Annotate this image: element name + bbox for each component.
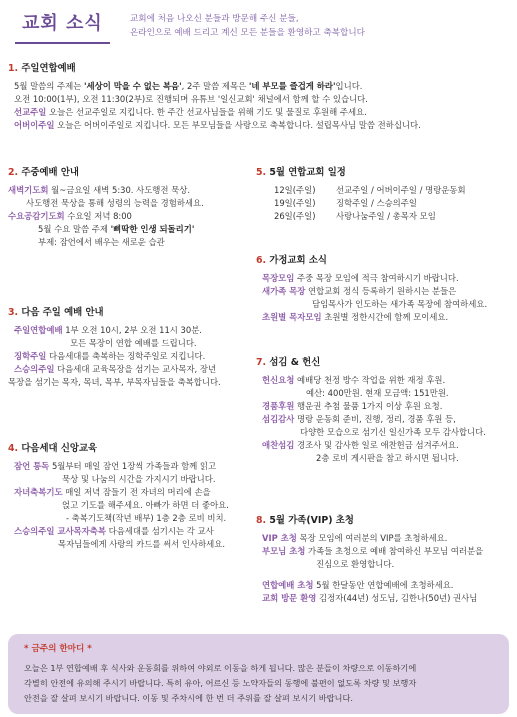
section-number: 3. [8, 307, 19, 318]
section-title-text: 주일연합예배 [21, 63, 76, 74]
text-line: 새벽기도회 월~금요일 새벽 5:30. 사도행전 묵상. [8, 184, 190, 195]
section-title-text: 섬김 & 헌신 [269, 357, 321, 368]
text-line: 애찬섬김 경조사 및 감사한 일로 애찬헌금 섬겨주셔요. [262, 439, 459, 450]
text-line: 각별히 안전에 유의해 주시기 바랍니다. 특히 유아, 어르신 등 노약자들의 동행에 불편이 없도록 차량 및 보행자 [24, 678, 417, 689]
schedule-row: 19일(주일) 징학주일 / 스승의주일 [274, 197, 417, 208]
section-number: 1. [8, 63, 19, 74]
weekly-message-body [24, 661, 502, 707]
text-line: 안전을 잘 살펴 보시기 바랍니다. 이동 및 주차시에 한 번 더 주위를 잘 살펴 보시기 바랍니다. [24, 693, 353, 704]
text-line: 담임목사가 인도하는 새가족 목장에 참여하세요. [312, 298, 488, 309]
text-line: 자녀축복기도 매일 저녁 잠들기 전 자녀의 머리에 손을 [14, 486, 211, 497]
text-line: 교회 방문 환영 김정자(44년) 성도님, 김한나(50년) 권사님 [262, 592, 478, 603]
welcome-line: 온라인으로 예배 드리고 계신 모든 분들을 환영하고 축복합니다 [130, 27, 365, 38]
section-title-text: 다음세대 신앙교육 [21, 443, 98, 454]
section-next-generation [8, 442, 253, 551]
section-title [256, 166, 511, 181]
text-line: 2층 로비 게시판을 참고 하시면 됩니다. [316, 452, 459, 463]
text-line: 오전 10:00(1부), 오전 11:30(2부)로 진행되며 유튜브 '일신교회' 채널에서 함께 할 수 있습니다. [14, 93, 368, 104]
text-line: 주일연합예배 1부 오전 10시, 2부 오전 11시 30분. [14, 324, 202, 335]
section-number: 6. [256, 255, 267, 266]
page-title: 교회 소식 [22, 13, 103, 34]
text-line: 사도행전 묵상을 통해 성령의 능력을 경험하세요. [26, 197, 204, 208]
section-title-text: 가정교회 소식 [269, 255, 327, 266]
text-line: VIP 초청 목장 모임에 여러분의 VIP를 초청하세요. [262, 532, 448, 543]
section-title-text: 5월 연합교회 일정 [269, 167, 346, 178]
text-line: 묵상 및 나눔의 시간을 가지시기 바랍니다. [62, 473, 216, 484]
section-next-sunday [8, 306, 253, 389]
text-line: 목자님들에게 사랑의 카드를 써서 인사하세요. [58, 538, 226, 549]
text-line: 부모님 초청 가족들 초청으로 예배 참여하신 부모님 여러분을 [262, 545, 484, 556]
section-house-church [256, 254, 511, 324]
section-vip-invite [256, 514, 511, 605]
text-line: 스승의주일 다음세대 교육목장을 섬기는 교사목자, 장년 [14, 363, 217, 374]
section-title [256, 356, 511, 371]
text-line: 연합예배 초청 5월 한달동안 연합예배에 초청하세요. [262, 579, 454, 590]
text-line: 예산: 400만원. 현재 모금액: 151만원. [306, 387, 449, 398]
section-title-text: 다음 주일 예배 안내 [21, 307, 104, 318]
weekly-message-title: * 금주의 한마디 * [24, 644, 92, 654]
text-line: 모든 목장이 연합 예배를 드립니다. [70, 337, 197, 348]
section-may-schedule [256, 166, 511, 223]
section-title-text: 5월 가족(VIP) 초청 [269, 515, 354, 526]
text-line: 잠언 통독 5월부터 매일 잠언 1장씩 가족들과 함께 읽고 [14, 460, 217, 471]
text-line: 경품후원 행운권 추첨 물품 1가지 이상 후원 요청. [262, 400, 443, 411]
section-title [256, 254, 511, 269]
text-line: 새가족 목장 연합교회 정식 등록하기 원하시는 분들은 [262, 285, 457, 296]
text-line: 다양한 모습으로 섬기신 일신가족 모두 감사합니다. [300, 426, 486, 437]
section-title [8, 166, 253, 181]
schedule-row: 26일(주일) 사랑나눔주일 / 총목자 모임 [274, 210, 436, 221]
text-line: - 축복기도책(작년 배부) 1층 2층 로비 비치. [66, 512, 227, 523]
text-line: 진심으로 환영합니다. [316, 558, 395, 569]
section-weekday-worship [8, 166, 253, 249]
text-line: 얹고 기도를 해주세요. 아빠가 하면 더 좋아요. [62, 499, 229, 510]
section-title [8, 62, 508, 77]
section-number: 4. [8, 443, 19, 454]
welcome-line: 교회에 처음 나오신 분들과 방문해 주신 분들, [130, 14, 299, 24]
text-line: 어버이주일 오늘은 어버이주일로 지킵니다. 모든 부모님들을 사랑으로 축복합니다. 설립목사님 말씀 전하십니다. [14, 119, 421, 130]
text-line: 징학주일 다음세대를 축복하는 징학주일로 지킵니다. [14, 350, 206, 361]
text-line: 스승의주일 교사목자축복 다음세대를 섬기시는 각 교사 [14, 525, 214, 536]
section-service [256, 356, 511, 465]
section-title [256, 514, 511, 529]
header [0, 0, 517, 50]
section-number: 5. [256, 167, 267, 178]
text-line: 수요공감기도회 수요일 저녁 8:00 [8, 210, 132, 221]
section-sunday-worship [8, 62, 508, 132]
text-line: 목장모임 주중 목장 모임에 적극 참여하시기 바랍니다. [262, 272, 459, 283]
text-line: 오늘은 1부 연합예배 후 식사와 운동회를 위하여 야외로 이동을 하게 됩니다. 많은 분들이 차량으로 이동하기에 [24, 663, 417, 673]
section-title [8, 306, 253, 321]
section-number: 2. [8, 167, 19, 178]
weekly-message-box [8, 634, 509, 714]
schedule-row: 12일(주일) 선교주일 / 어버이주일 / 명랑운동회 [274, 184, 466, 195]
section-number: 7. [256, 357, 267, 368]
text-line: 초원별 목자모임 초원별 정한시간에 함께 모이세요. [262, 311, 449, 322]
section-title-text: 주중예배 안내 [21, 167, 79, 178]
text-line: 목장을 섬기는 목자, 목녀, 목부, 부목자님들을 축복합니다. [8, 376, 221, 387]
text-line: 헌신요청 예배당 천정 방수 작업을 위한 재정 후원. [262, 374, 446, 385]
text-line: 선교주일 오늘은 선교주일로 지킵니다. 한 주간 선교사님들을 위해 기도 및 물질로 후원해 주세요. [14, 106, 367, 117]
text-line: 5월 수요 말씀 주제 '삐딱한 인생 되돌리기' [38, 223, 195, 234]
section-number: 8. [256, 515, 267, 526]
text-line: 부제: 잠언에서 배우는 새로운 습관 [38, 236, 165, 247]
text-line: 5월 말씀의 주제는 '세상이 막을 수 없는 복음', 2주 말씀 제목은 '네 부모를 즐겁게 하라'입니다. [14, 80, 363, 91]
welcome-message [130, 13, 365, 41]
section-title [8, 442, 253, 457]
text-line: 섬김감사 명랑 운동회 준비, 진행, 정리, 경품 후원 등, [262, 413, 456, 424]
title-underline [15, 42, 110, 44]
